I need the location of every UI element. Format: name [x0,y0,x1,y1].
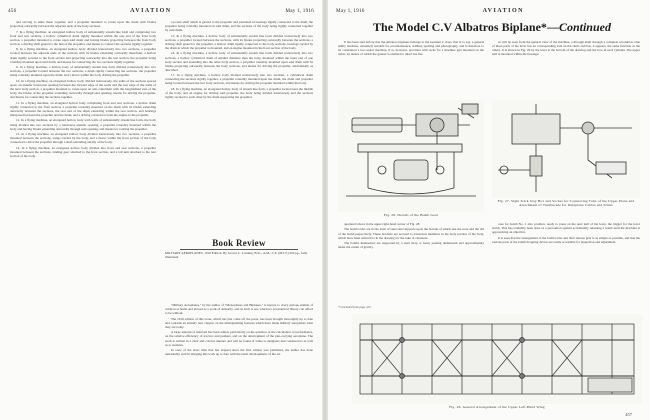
paragraph: It is seen that the arrangement of the bomb racks and their release gear is as simple as possible, and that the various parts of the bomb dropping device are easily accessible for inspection and adjustment. [492,235,640,244]
patent-claims-column-1 [10,20,156,412]
paragraph: 11. In a flying machine, an elongated hollow body comprising front and rear sections, a hollow drum rigidly connected to the front section, a propeller rotatably mounted on the drum with its blades extending outwardly between the sections, the rear end of the drum extending within the rear section, and bearings interposed between the propeller and the drum, and a driving connection from the engine to the propeller. [10,100,156,117]
article-column-2-top [492,40,640,98]
paragraph: and serving to unite these together, and a propeller mounted to rotate upon the drum with blades projecting outwardly between the adjacent ends of the body sections. [10,20,156,29]
paragraph: 14. In a flying machine, an elongated hollow body divided into front and rear sections, a propeller mounted between the sections, landing gear attached to the front section, and a tail unit attached to the rear section of the body. [10,145,156,158]
paragraph: case for bomb No. 1 also position, ready to press on the next pull of the lever, the trigger for the lever bomb. This has evidently been done as a precaution against accidentally releasing a bomb until the machine is approaching an objective. [492,222,640,235]
article-title-continued: —Continued [546,20,611,34]
left-page-number: 456 [8,8,17,14]
sight-stick-drawing [492,100,640,198]
paragraph: In view of the short time that has elapsed since the first edition was published, the author has done remarkably well in bringing this work up to date with the latest developments of the art. [165,348,313,357]
paragraph: 18. In a flying machine, an elongated hollow body of stream line form, a propeller located near the middle of the body, and an engine for driving said propeller, the body being divided transversely and the sections rigidly secured to each other by the drum supporting the propeller. [165,86,313,100]
left-issue-date: May 1, 1916 [285,8,314,14]
article-column-1-top [338,40,484,98]
footnote: *Concluded from page 410 [338,305,371,309]
figure-26-caption: Fig. 26. General Arrangement of the Upper Left-Hand Wing [449,405,545,409]
patent-claims-column-2 [165,20,313,232]
figure-26-wing-arrangement [352,314,642,404]
right-issue-date: May 1, 1916 [336,8,365,14]
paragraph: 9. In a flying machine, a hollow body of substantially stream line form divided transversely into two sections, a propeller located between the two sections, a drum rigidly connecting the sections, the propeller being rotatably mounted upon the drum, and a motor within the body driving the propeller. [10,65,156,78]
paragraph: a power-shaft which is geared to the propeller and journaled in bearings rigidly connected to the drum, the propeller being rotatably mounted on said drum, and the sections of the body being rigidly connected together by said drum. [165,20,313,33]
paragraph: "Military Aeroplanes," by the author of "Monoplanes and Biplanes," is known to every serious student of aviation at home and abroad as a work of authority, and as such is one which no aeronautical library can afford to be without. [165,303,313,316]
bomb-gear-drawing [338,100,484,212]
paragraph: 15. In a flying machine, a hollow body of substantially stream line form divided transversely into two sections, a propeller located between the sections, with its blades projecting outwardly between the sections, a driving shaft geared to the propeller, a hollow drum rigidly connected to the body sections, bearings carried by the drum in which the propeller is mounted, and an engine mounted in the front section of the body. [165,33,313,50]
article-column-2-bottom [492,222,640,304]
paragraph: 7. In a flying machine, an elongated hollow body of substantially stream line form and comprising two front and rear sections, a hollow cylindrical drum rigidly mounted within the rear end of the front body section, a propeller mounted to rotate upon said drum and having blades projecting between the front body section, a driving shaft geared to the hub of the propeller, and means to connect the sections rigidly together. [10,29,156,46]
right-page-number: 457 [625,412,632,417]
paragraph: It has been said before that the Albatros biplanes belongs to the German C class, that is to say, a general utility machine, extremely suitable for reconnaissance, artillery spotting and photography, and is therefore to be considered a two-seater machine. It is, however, provided with racks for a machine gun mounted on the turret, by means of which the gunner is enabled to direct his fire. [338,40,484,57]
paragraph: 17. In a flying machine, a hollow body divided transversely into two sections, a cylindrical drum connecting the sections rigidly together, a propeller rotatably mounted upon the drum, the drum and propeller being located between the two body sections, and means for driving the propeller mounted within the body. [165,73,313,86]
figure-27-caption: Fig. 27. Sight Stick Stay Box and Socket for Connecting Tube of the Upper Plane and Attachment of Turnbuckle for Interplane Cables and Struts [497,199,635,208]
paragraph: quartered above in the upper right-hand corner of Fig. 28. [344,222,421,226]
wing-arrangement-drawing [352,314,642,404]
article-title-main: The Model C.V Albatros Biplane* [373,20,547,34]
figure-28-caption: Fig. 28. Details of the Bomb Gear [383,213,439,217]
book-review-subtitle: MILITARY AEROPLANES. 1916 Edition. By Grover C. Loening, B.Sc., A.M., C.E. (M.I.T.) 202 pp., fully illustrated. [165,251,308,259]
article-title [352,20,632,35]
article-column-1-bottom [338,222,484,304]
paragraph: The bomb racks are in the form of steel steel supports upon the bottom of which rest the nose and the tail of the bomb respectively. These brackets are secured to transverse members in the body portion of the body, which have been referred to in the drawing for the sake of clearness. [338,227,484,240]
paragraph: 13. In a flying machine, an elongated hollow body divided transversely into two sections, a propeller mounted between the sections, wings carried by the body, and a motor within the front section of the body connected to drive the propeller through a shaft extending axially of the body. [10,132,156,145]
paragraph: 10. In a flying machine, an elongated hollow body divided transversely, the walls of the sections spaced apart, an annular transverse opening between the forward edge of the walls and the rear edge of the walls of the next body section, a propeller mounted to rotate upon an axis coincident with the longitudinal axis of the body, the blades of the propeller extending outwardly through said opening, means for driving the propeller, and means for connecting the sections together. [10,78,156,100]
right-journal-title: AVIATION [482,8,525,14]
paragraph: as will be seen from the general view of the machine, a through shaft through a complete revolution. One of these parts of the lever has an corresponding axis on the shaft, and has, it appears, the same function as the others. It is shown in Fig. 29 by the lever at the bottom of the drawing and the bow in each cylinder. The upper half is mounted within the fuselage. [492,40,640,57]
paragraph: 12. In a flying machine, an elongated hollow body with walls of substantially stream line form, the body being divided into two sections by a transverse annular opening, a propeller rotatably mounted within the body and having blades extending outwardly through said opening, and means for rotating the propeller. [10,118,156,131]
figure-27-sight-stick [492,100,640,198]
paragraph: A large amount of material has been added, particularly on the question of the calculation of performance, on the relative efficiency of tractors and pushers, and on the development of the gun-carrying aeroplane. The book is written in a clear and concise manner and will be found of value to designers and constructors as well as to students. [165,330,313,347]
right-page-header [336,6,642,16]
left-journal-title: AVIATION [130,8,172,14]
paragraph: 16. In a flying machine, a hollow body of substantially stream line form divided transversely into two sections, a hollow cylindrical drum of smaller diameter than the body, mounted within the inner end of one body section and extending into the other body section, a propeller rotatably mounted upon said drum with its blades projecting outwardly between the body sections, and means for driving the propeller, substantially as described. [165,51,313,72]
divider [180,249,298,250]
figure-28-bomb-gear [338,100,484,212]
book-review-body [165,303,313,412]
paragraph: The bombs themselves are supported by a steel strap or band, passing underneath and approximately under the center of gravity. [338,241,484,250]
paragraph: 8. In a flying machine, an elongated hollow body divided transversely into two sections, a propeller located between the adjacent ends of the sections with its blades extending outwardly therefrom, a hollow drum rigidly secured to the front section and projecting rearwardly into the rear section, the propeller being rotatably mounted upon said drum, and means for connecting the two sections rigidly together. [10,47,156,64]
left-page-header [8,6,314,16]
book-review-heading: Book Review [212,238,266,248]
paragraph: The 1916 edition of this book, which has just come off the press, has been brought thoroughly up to date and contains an entirely new chapter on the distinguishing features which have made military aeroplanes what they are today. [165,316,313,329]
